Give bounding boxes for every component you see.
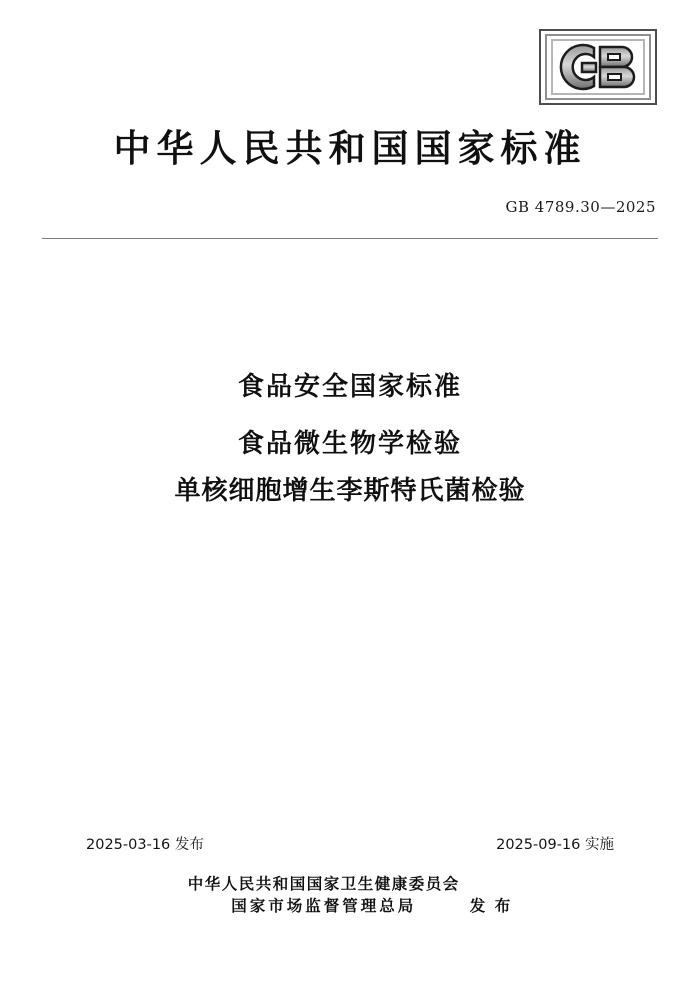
issue-date: 2025-03-16 发布 — [86, 837, 204, 853]
title-main: 食品安全国家标准 — [237, 372, 462, 402]
effective-date: 2025-09-16 实施 — [496, 837, 614, 853]
publish-label: 发 布 — [469, 896, 513, 915]
masthead-title: 中华人民共和国国家标准 — [113, 126, 587, 170]
issuer-line-1: 中华人民共和国国家卫生健康委员会 — [187, 875, 460, 893]
issuers-block — [0, 873, 700, 918]
gb-emblem-icon — [538, 28, 658, 106]
title-subtitle-secondary: 单核细胞增生李斯特氏菌检验 — [174, 476, 526, 507]
issuer-line-2: 国家市场监督管理总局 — [231, 897, 417, 916]
title-block — [60, 372, 640, 508]
masthead — [42, 118, 658, 172]
header-divider — [42, 238, 658, 239]
title-subtitle: 食品微生物学检验 — [237, 429, 462, 460]
dates-row — [86, 833, 614, 854]
standard-number: GB 4789.30—2025 — [505, 198, 656, 216]
issuer-names — [188, 873, 460, 918]
